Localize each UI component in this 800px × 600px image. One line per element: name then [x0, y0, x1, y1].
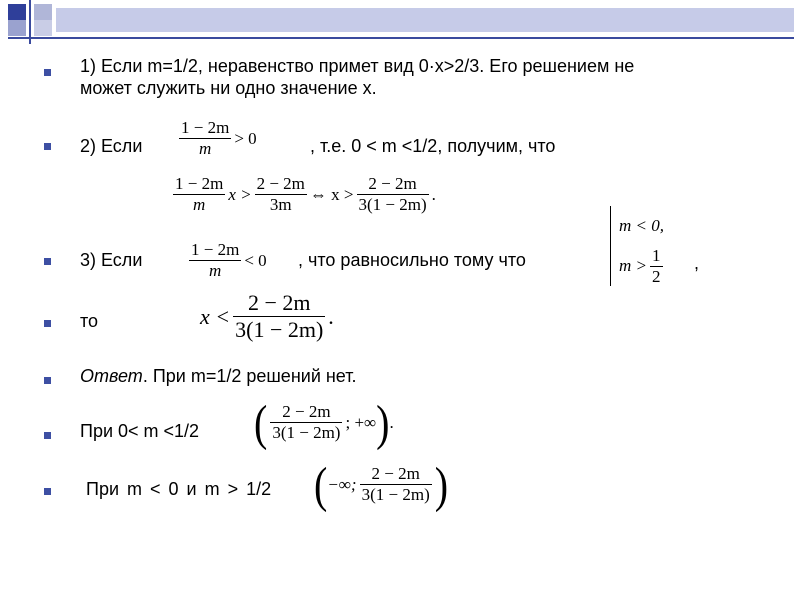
period: . — [328, 303, 334, 329]
frac-den: 3(1 − 2m) — [358, 195, 427, 214]
case1-text: При 0< m <1/2 — [80, 421, 200, 441]
case1-interval — [254, 393, 394, 450]
frac-num: 1 − 2m — [191, 240, 240, 259]
period: . — [431, 184, 436, 204]
system-comma: , — [694, 253, 700, 273]
system-of-inequalities — [610, 206, 666, 286]
item2-condition-formula — [176, 118, 257, 159]
item4-text: то — [80, 311, 99, 331]
period: . — [389, 412, 394, 432]
bullet — [44, 488, 51, 495]
bullet — [44, 69, 51, 76]
semi-inf: ; +∞ — [345, 412, 377, 432]
answer-line — [80, 365, 356, 387]
frac-num: 2 − 2m — [368, 174, 417, 193]
frac-den: m — [199, 139, 212, 158]
frac-den: 3(1 − 2m) — [235, 317, 324, 342]
title-underline — [8, 37, 794, 39]
item1-line2: может служить ни одно значение х. — [80, 78, 377, 98]
frac-num: 1 − 2m — [181, 118, 230, 137]
frac-num: 2 − 2m — [371, 464, 420, 483]
item1-line1: 1) Если m=1/2, неравенство примет вид 0·x>2/3. Его решением не — [80, 56, 635, 76]
iff-x-gt: ⇔ x > — [309, 184, 354, 204]
case2-interval — [314, 455, 449, 512]
item2-inequality-formula — [170, 174, 436, 215]
answer-text: . При m=1/2 решений нет. — [142, 366, 357, 386]
decor-square — [34, 20, 52, 36]
right-paren: ) — [376, 393, 390, 450]
bullet — [44, 320, 51, 327]
frac-den: 2 — [652, 266, 661, 286]
frac-num: 1 — [652, 245, 661, 265]
title-decoration — [0, 0, 800, 44]
frac-den: m — [209, 261, 222, 280]
frac-num: 2 − 2m — [256, 174, 305, 193]
decor-square — [8, 20, 26, 36]
x-gt: x > — [228, 184, 252, 204]
neg-inf: −∞; — [327, 474, 357, 494]
frac-den: m — [193, 195, 206, 214]
item3-condition-formula — [186, 240, 267, 281]
answer-label: Ответ — [80, 366, 143, 386]
bullet — [44, 377, 51, 384]
decor-band — [56, 8, 794, 32]
frac-den: 3(1 − 2m) — [272, 423, 341, 442]
right-paren: ) — [434, 455, 449, 512]
item3-post: , что равносильно тому что — [298, 250, 526, 270]
left-paren: ( — [254, 393, 268, 450]
frac-den: 3(1 − 2m) — [361, 485, 430, 504]
gt-zero: > 0 — [234, 128, 257, 148]
m-gt: m > — [619, 256, 647, 275]
frac-num: 2 − 2m — [247, 290, 311, 315]
case2-text: При m < 0 и m > 1/2 — [86, 479, 272, 499]
system-row-1: m < 0, — [619, 216, 664, 235]
item4-formula — [200, 290, 334, 343]
title-divider — [29, 0, 31, 44]
system-row-2 — [619, 246, 666, 286]
bullet — [44, 432, 51, 439]
lt-zero: < 0 — [244, 250, 267, 270]
frac-den: 3m — [269, 195, 292, 214]
bullet — [44, 258, 51, 265]
item2-post: , т.е. 0 < m <1/2, получим, что — [310, 136, 556, 156]
left-paren: ( — [314, 455, 328, 512]
frac-num: 1 − 2m — [175, 174, 224, 193]
item2-pre: 2) Если — [80, 136, 143, 156]
x-lt: x < — [200, 303, 231, 329]
frac-num: 2 − 2m — [282, 402, 331, 421]
item3-pre: 3) Если — [80, 250, 143, 270]
bullet — [44, 143, 51, 150]
